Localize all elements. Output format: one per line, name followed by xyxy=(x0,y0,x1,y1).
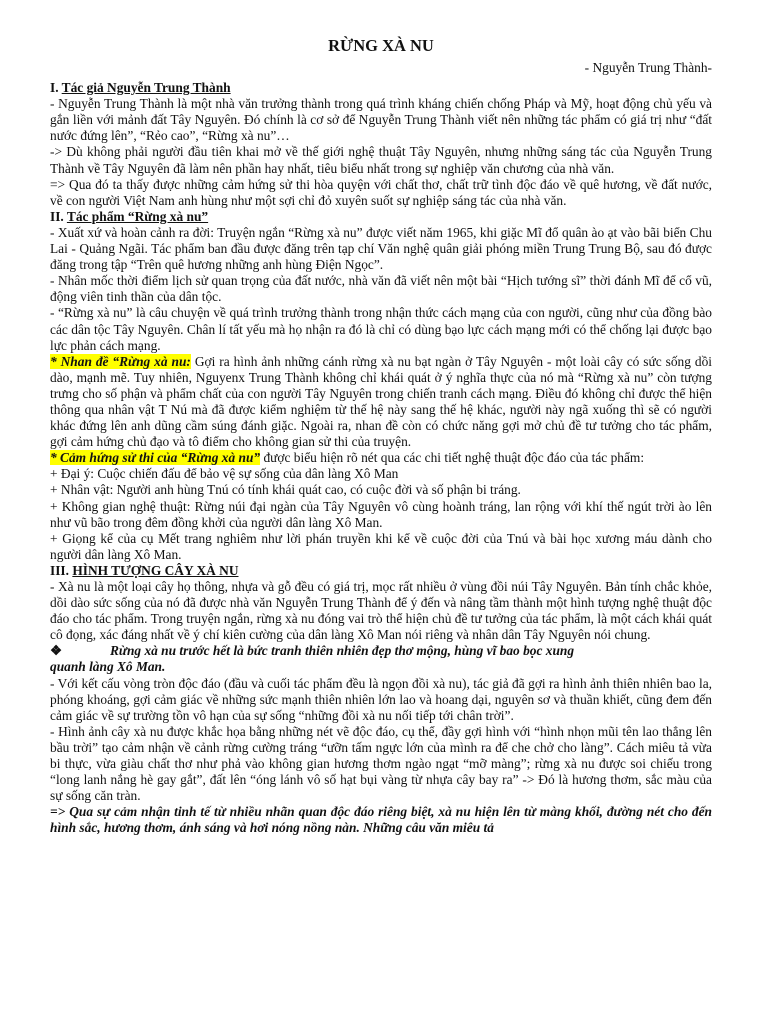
bullet-point xyxy=(50,643,712,659)
paragraph: - Hình ảnh cây xà nu được khắc họa bằng những nét vẽ độc đáo, cụ thể, đầy gợi hình với “hình nhọn mũi tên lao thẳng lên bầu trời” tạo cảm nhận về cảnh rừng cường tráng “ưỡn tấm ngực lớn của mình ra để che chở cho làng”. Cách miêu tả vừa bi thực, vừa giàu chất thơ như phả vào không gian hương thơm ngào ngạt “mỡ màng”; rừng xà nu được soi chiếu trong “long lanh nắng hè gay gắt”, đất lên “óng lánh vô số hạt bụi vàng từ nhựa cây bay ra” -> Đó là hương thơm, sắc màu của sự sống căn tràn. xyxy=(50,723,712,804)
document-author: - Nguyễn Trung Thành- xyxy=(584,60,712,75)
paragraph-title-meaning xyxy=(50,354,712,451)
document-page xyxy=(50,36,712,837)
paragraph-epic-inspiration xyxy=(50,450,712,466)
paragraph: - Xà nu là một loại cây họ thông, nhựa và gỗ đều có giá trị, mọc rất nhiều ở vùng đồi núi Tây Nguyên. Bản tính chắc khỏe, dồi dào sức sống của nó đã được nhà văn Nguyễn Trung Thành để ý đến và nâng tầm thành một hình tượng nghệ thuật độc đáo cho tác phẩm. Trong truyện ngắn, rừng xà nu đóng vai trò thể hiện chủ đề tư tưởng của tác phẩm, là một cách khái quát cô đọng, xác đáng nhất về ý chí kiên cường của dân làng Xô Man nói riêng và nhân dân Tây Nguyên nói chung. xyxy=(50,579,712,643)
paragraph: - Xuất xứ và hoàn cảnh ra đời: Truyện ngắn “Rừng xà nu” được viết năm 1965, khi giặc Mĩ đổ quân ào ạt vào bãi biển Chu Lai - Quảng Ngãi. Tác phẩm ban đầu được đăng trên tạp chí Văn nghệ quân giải phóng miền Trung Trung Bộ, sau đó được đăng trong tập “Trên quê hương những anh hùng Điện Ngọc”. xyxy=(50,224,712,273)
paragraph-conclusion: => Qua sự cảm nhận tinh tế từ nhiều nhãn quan độc đáo riêng biệt, xà nu hiện lên từ màng khối, đường nét cho đến hình sắc, hương thơm, ánh sáng và hơi nóng nồng nàn. Những câu văn miêu tả xyxy=(50,804,712,836)
section-number: II. xyxy=(50,208,67,224)
paragraph: - Nguyễn Trung Thành là một nhà văn trưởng thành trong quá trình kháng chiến chống Pháp và Mỹ, hoạt động chủ yếu và gắn liền với mảnh đất Tây Nguyên. Đó chính là cơ sở để Nguyễn Trung Thành viết nên những tác phẩm có giá trị như “đất nước đứng lên”, “Rẻo cao”, “Rừng xà nu”… xyxy=(50,96,712,144)
list-item: + Nhân vật: Người anh hùng Tnú có tính khái quát cao, có cuộc đời và số phận bi tráng. xyxy=(50,482,521,498)
section-title: HÌNH TƯỢNG CÂY XÀ NU xyxy=(72,562,239,578)
paragraph: => Qua đó ta thấy được những cảm hứng sử thi hòa quyện với chất thơ, chất trữ tình độc đáo về quê hương, về đất nước, về con người Việt Nam anh hùng như một sợi chỉ đỏ xuyên suốt sự nghiệp sáng tác của nhà văn. xyxy=(50,176,712,208)
paragraph-text: được biểu hiện rõ nét qua các chi tiết nghệ thuật độc đáo của tác phẩm: xyxy=(260,450,645,466)
section-heading-work xyxy=(50,209,712,225)
section-title: Tác giả Nguyễn Trung Thành xyxy=(61,80,231,96)
document-title: RỪNG XÀ NU xyxy=(328,36,434,55)
list-item: + Đại ý: Cuộc chiến đấu để bảo vệ sự sống của dân làng Xô Man xyxy=(50,466,399,482)
section-heading-author xyxy=(50,80,712,96)
paragraph: - Với kết cấu vòng tròn độc đáo (đầu và cuối tác phẩm đều là ngọn đồi xà nu), tác giả đã gợi ra hình ảnh thiên nhiên bao la, phóng khoáng, gợi cảm giác về những sức mạnh thiên nhiên lớn lao và hoang dại, nguyên sơ và thuần khiết, cũng đem đến cảm giác về sự trường tồn vô hạn của sự sống “những đồi xà nu nối tiếp tới chân trời”. xyxy=(50,675,712,723)
highlighted-label: * Nhan đề “Rừng xà nu: xyxy=(50,353,191,369)
bullet-text-continued: quanh làng Xô Man. xyxy=(50,659,166,675)
paragraph-text: Gợi ra hình ảnh những cánh rừng xà nu bạt ngàn ở Tây Nguyên - một loài cây có sức sống dồi dào, mạnh mẽ. Tuy nhiên, Nguyenx Trung Thành không chỉ khái quát ở ý nghĩa thực của nó mà “Rừng xà nu” còn tượng trưng cho số phận và phẩm chất của con người Tây Nguyên trong chiến tranh cách mạng. Điều đó không chỉ được thể hiện thông qua nhân vật T Nú mà đã được kiểm nghiệm từ thế hệ này sang thế hệ khác, người này ngã xuống thì sẽ có người khác đứng lên anh dũng cầm súng đánh giặc. Ngoài ra, nhan đề còn có chức năng gợi mở chủ đề tư tưởng cho tác phẩm, gợi cảm hứng chủ đạo và tô điểm cho không gian sử thi của truyện. xyxy=(50,353,713,450)
section-heading-image xyxy=(50,563,712,579)
list-item: + Giọng kể của cụ Mết trang nghiêm như lời phán truyền khi kể về cuộc đời của Tnú và bài học xương máu dành cho người dân làng Xô Man. xyxy=(50,530,712,562)
section-number: III. xyxy=(50,562,73,578)
bullet-text: Rừng xà nu trước hết là bức tranh thiên nhiên đẹp thơ mộng, hùng vĩ bao bọc xung xyxy=(110,643,575,659)
diamond-bullet-icon: ❖ xyxy=(50,643,63,659)
highlighted-label: * Cảm hứng sử thi của “Rừng xà nu” xyxy=(50,450,261,466)
list-item: + Không gian nghệ thuật: Rừng núi đại ngàn của Tây Nguyên vô cùng hoành tráng, lan rộng với khí thế ngút trời ào lên như vũ bão trong đêm đồng khởi của người dân làng Xô Man. xyxy=(50,498,712,530)
paragraph: - Nhân mốc thời điểm lịch sử quan trọng của đất nước, nhà văn đã viết nên một bài “Hịch tướng sĩ” thời đánh Mĩ để cổ vũ, động viên tinh thần của dân tộc. xyxy=(50,273,712,305)
paragraph: -> Dù không phải người đầu tiên khai mở về thế giới nghệ thuật Tây Nguyên, nhưng những sáng tác của Nguyễn Trung Thành về Tây Nguyên đã làm nên phần hay nhất, tiêu biểu nhất trong sự nghiệp văn chương của nhà văn. xyxy=(50,144,712,176)
section-title: Tác phẩm “Rừng xà nu” xyxy=(66,208,209,224)
paragraph: - “Rừng xà nu” là câu chuyện về quá trình trưởng thành trong nhận thức cách mạng của con người, cũng như của đồng bào các dân tộc Tây Nguyên. Chân lí tất yếu mà họ nhận ra đó là chỉ có dùng bạo lực cách mạng mới có thể chống lại được bạo lực phản cách mạng. xyxy=(50,305,712,353)
section-number: I. xyxy=(50,80,62,96)
